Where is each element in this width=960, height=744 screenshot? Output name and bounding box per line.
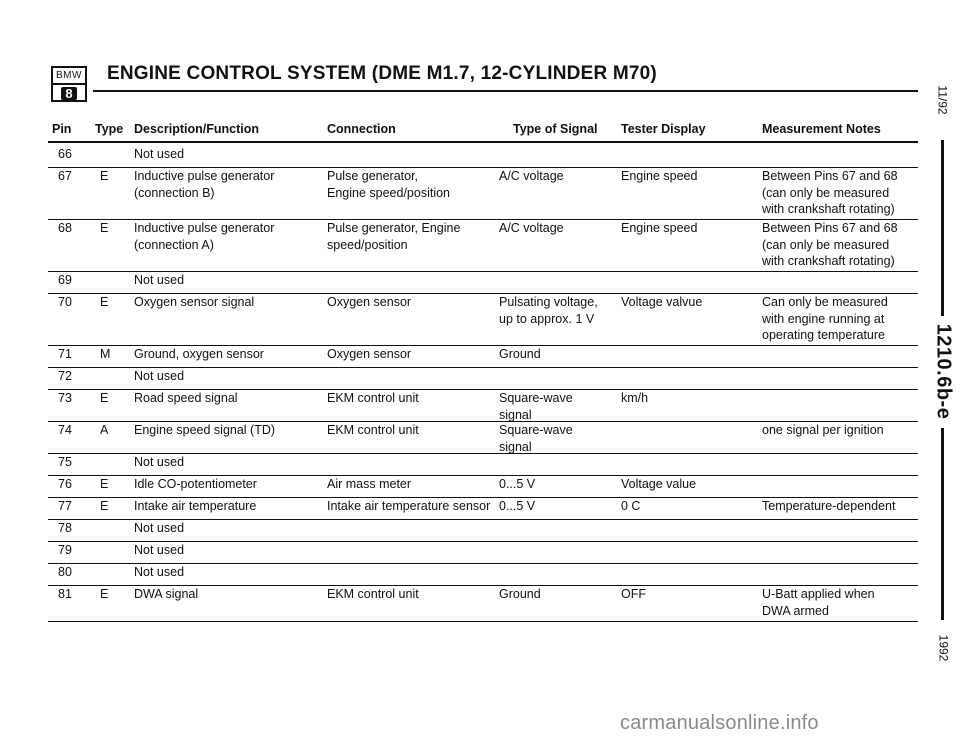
cell-type: E: [100, 391, 109, 405]
cell-type: A: [100, 423, 109, 437]
logo-top-text: BMW: [53, 68, 85, 85]
cell-notes: Temperature-dependent: [762, 499, 896, 513]
cell-tester: Voltage value: [621, 477, 697, 491]
cell-connection: Pulse generator, Engine speed/position: [327, 221, 461, 252]
cell-pin: 76: [58, 477, 72, 491]
table-row: [48, 498, 918, 520]
cell-description: Inductive pulse generator (connection B): [134, 169, 275, 200]
cell-description: Not used: [134, 455, 185, 469]
cell-notes: one signal per ignition: [762, 423, 884, 437]
cell-notes: U-Batt applied when DWA armed: [762, 587, 875, 618]
cell-type: E: [100, 587, 109, 601]
cell-signal: Ground: [499, 587, 541, 601]
logo-bottom-text: 8: [61, 87, 76, 100]
cell-notes: Between Pins 67 and 68 (can only be measured with crankshaft rotating): [762, 169, 898, 216]
cell-pin: 74: [58, 423, 72, 437]
cell-description: Road speed signal: [134, 391, 238, 405]
table-row: [48, 390, 918, 422]
cell-description: Not used: [134, 369, 185, 383]
cell-type: E: [100, 221, 109, 235]
cell-signal: Square-wave signal: [499, 391, 573, 422]
cell-pin: 71: [58, 347, 72, 361]
cell-pin: 80: [58, 565, 72, 579]
cell-description: Idle CO-potentiometer: [134, 477, 257, 491]
cell-connection: Intake air temperature sensor: [327, 499, 491, 513]
cell-tester: OFF: [621, 587, 646, 601]
cell-description: Not used: [134, 521, 185, 535]
cell-tester: 0 C: [621, 499, 641, 513]
header-description: Description/Function: [134, 122, 259, 136]
side-code: 1210.6b-e: [932, 323, 955, 419]
cell-connection: EKM control unit: [327, 587, 419, 601]
side-date: 11/92: [936, 85, 951, 115]
table-row: [48, 294, 918, 346]
row-rule: [48, 621, 918, 622]
cell-notes: Between Pins 67 and 68 (can only be measured with crankshaft rotating): [762, 221, 898, 268]
header-notes: Measurement Notes: [762, 122, 881, 136]
header-signal: Type of Signal: [513, 122, 598, 136]
table-row: [48, 454, 918, 476]
cell-pin: 72: [58, 369, 72, 383]
cell-tester: Voltage valvue: [621, 295, 703, 309]
cell-pin: 73: [58, 391, 72, 405]
cell-connection: Oxygen sensor: [327, 347, 412, 361]
header-type: Type: [95, 122, 124, 136]
table-row: [48, 346, 918, 368]
cell-pin: 77: [58, 499, 72, 513]
cell-connection: Air mass meter: [327, 477, 412, 491]
cell-pin: 70: [58, 295, 72, 309]
cell-connection: Pulse generator, Engine speed/position: [327, 169, 451, 200]
bmw-logo: [51, 66, 87, 102]
table-row: [48, 586, 918, 622]
table-row: [48, 476, 918, 498]
header-tester: Tester Display: [621, 122, 706, 136]
cell-connection: EKM control unit: [327, 391, 419, 405]
table-row: [48, 368, 918, 390]
cell-signal: Square-wave signal: [499, 423, 573, 454]
cell-tester: km/h: [621, 391, 649, 405]
cell-signal: A/C voltage: [499, 169, 564, 183]
cell-notes: Can only be measured with engine running at operating temperature: [762, 295, 888, 342]
cell-tester: Engine speed: [621, 221, 698, 235]
cell-description: Not used: [134, 147, 185, 161]
cell-signal: Pulsating voltage, up to approx. 1 V: [499, 295, 598, 326]
cell-description: Engine speed signal (TD): [134, 423, 276, 437]
cell-connection: Oxygen sensor: [327, 295, 412, 309]
table-row: [48, 542, 918, 564]
cell-type: E: [100, 295, 109, 309]
title-rule: [93, 90, 918, 92]
side-year: 1992: [936, 634, 951, 662]
cell-pin: 68: [58, 221, 72, 235]
table-row: [48, 564, 918, 586]
cell-signal: A/C voltage: [499, 221, 564, 235]
cell-pin: 66: [58, 147, 72, 161]
cell-connection: EKM control unit: [327, 423, 419, 437]
watermark: carmanualsonline.info: [620, 712, 819, 734]
cell-pin: 81: [58, 587, 72, 601]
cell-description: Inductive pulse generator (connection A): [134, 221, 275, 252]
cell-description: Not used: [134, 565, 185, 579]
cell-tester: Engine speed: [621, 169, 698, 183]
cell-description: Intake air temperature: [134, 499, 257, 513]
table-row: [48, 168, 918, 220]
table-row: [48, 272, 918, 294]
header-rule: [48, 141, 918, 143]
cell-pin: 79: [58, 543, 72, 557]
header-pin: Pin: [52, 122, 72, 136]
header-connection: Connection: [327, 122, 396, 136]
cell-description: DWA signal: [134, 587, 199, 601]
cell-type: M: [100, 347, 111, 361]
page-title: ENGINE CONTROL SYSTEM (DME M1.7, 12-CYLINDER M70): [107, 63, 657, 84]
cell-signal: Ground: [499, 347, 541, 361]
cell-type: E: [100, 477, 109, 491]
cell-pin: 69: [58, 273, 72, 287]
cell-type: E: [100, 169, 109, 183]
cell-type: E: [100, 499, 109, 513]
cell-signal: 0...5 V: [499, 499, 536, 513]
cell-pin: 78: [58, 521, 72, 535]
cell-description: Not used: [134, 543, 185, 557]
cell-description: Not used: [134, 273, 185, 287]
table-row: [48, 220, 918, 272]
table-row: [48, 422, 918, 454]
cell-description: Oxygen sensor signal: [134, 295, 255, 309]
cell-pin: 75: [58, 455, 72, 469]
table-row: [48, 146, 918, 168]
side-line-bottom: [941, 428, 944, 620]
cell-description: Ground, oxygen sensor: [134, 347, 264, 361]
side-line-top: [941, 140, 944, 316]
cell-pin: 67: [58, 169, 72, 183]
table-row: [48, 520, 918, 542]
cell-signal: 0...5 V: [499, 477, 536, 491]
